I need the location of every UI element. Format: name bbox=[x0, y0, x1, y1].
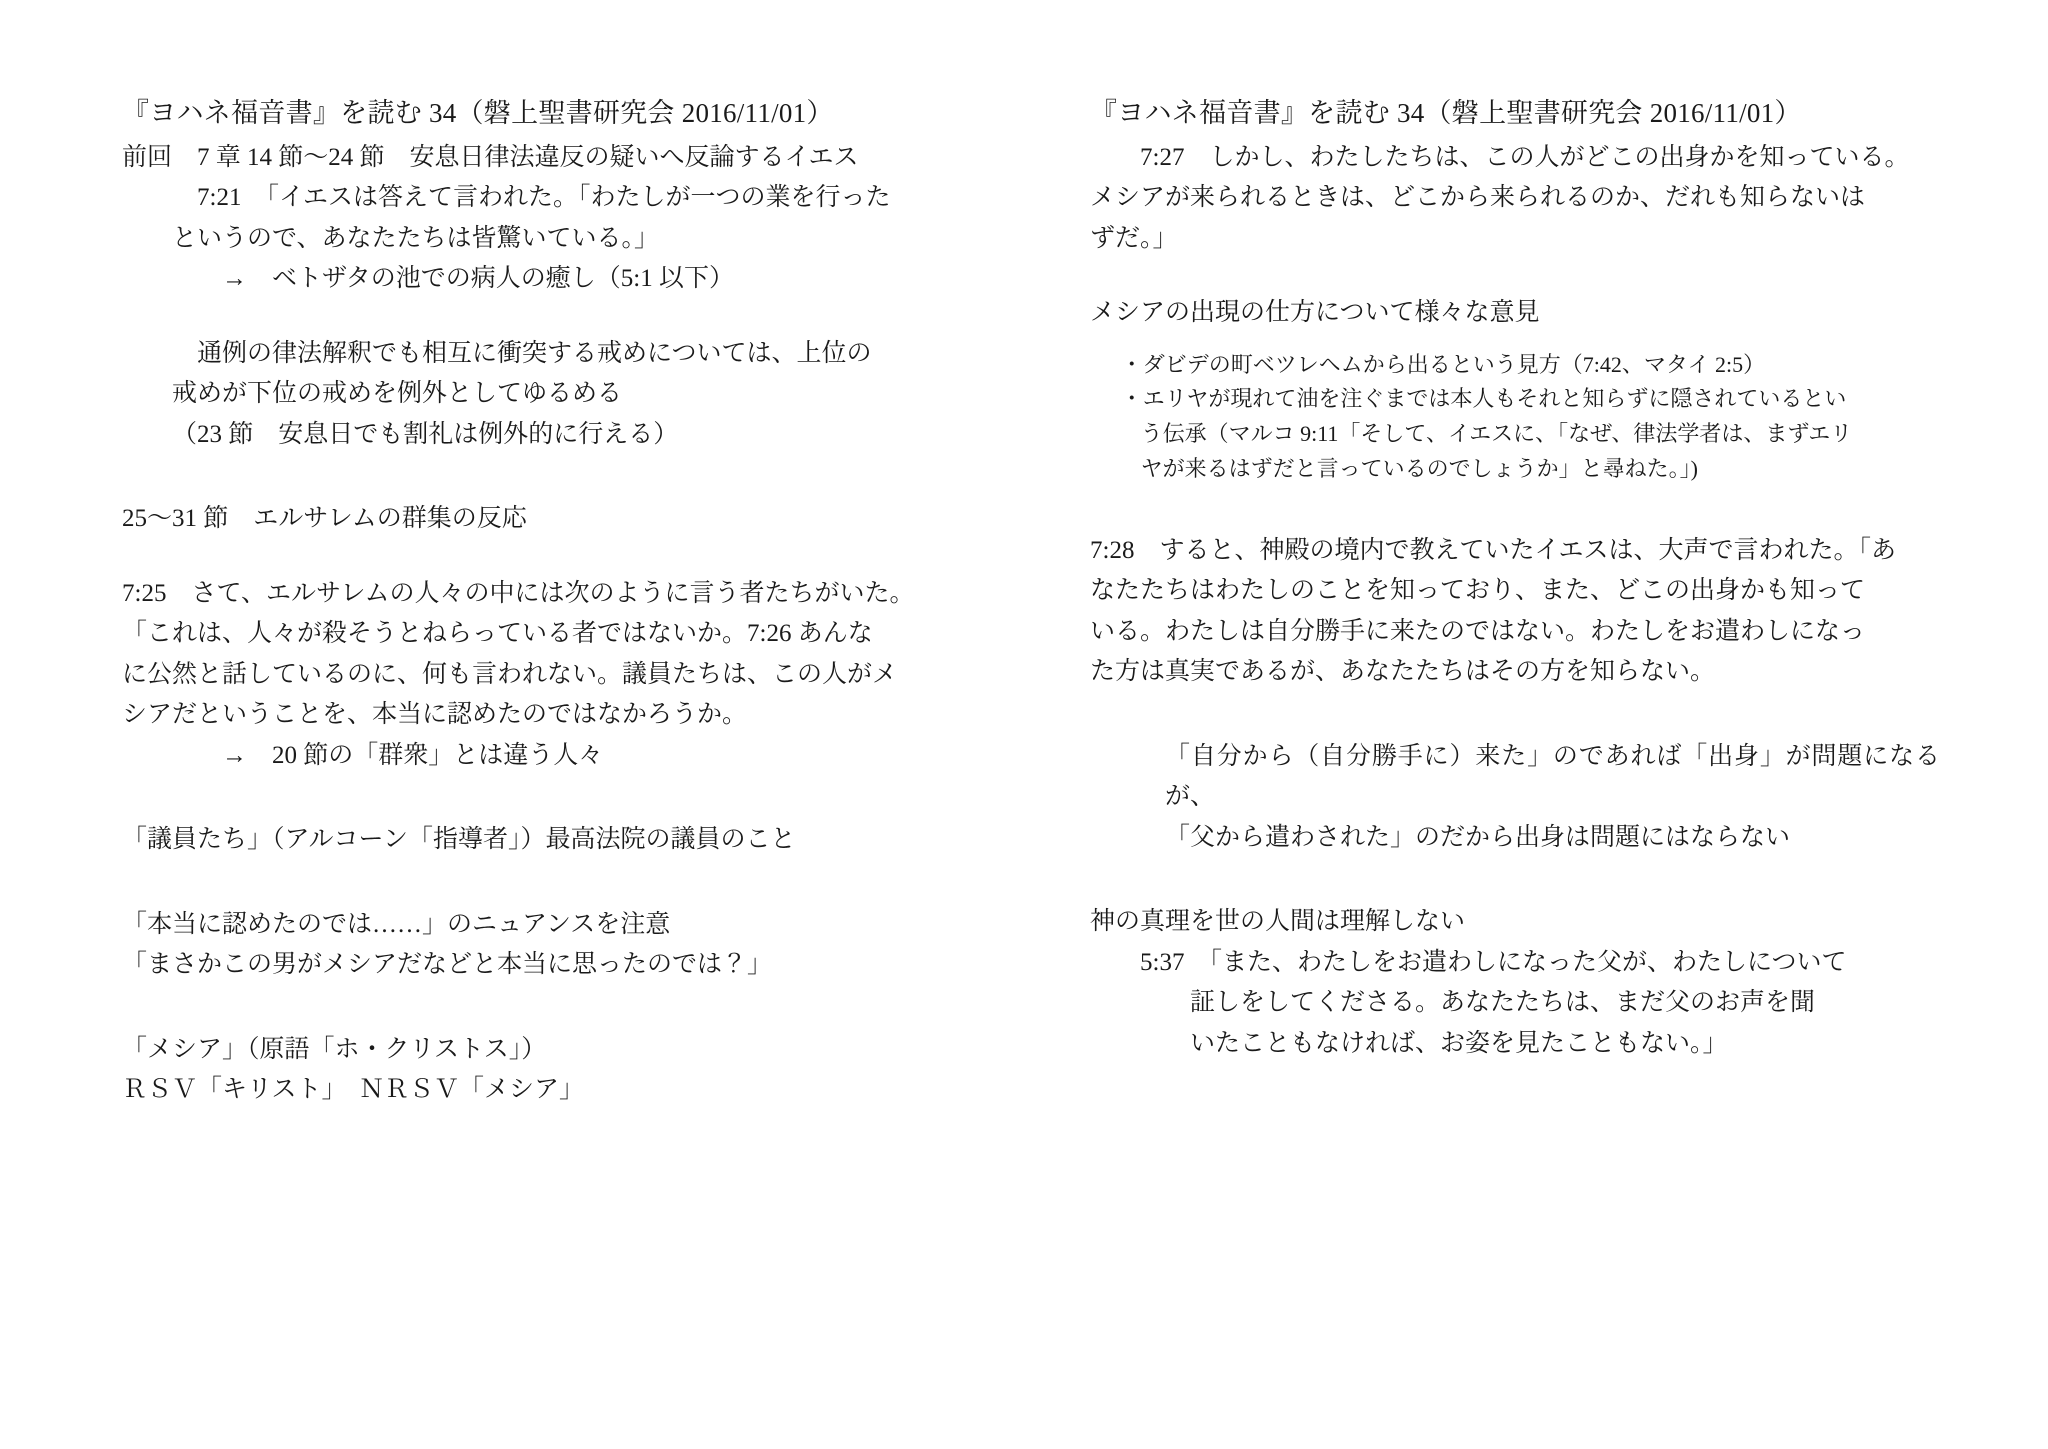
note-nuance-line-1: 「本当に認めたのでは……」のニュアンスを注意 bbox=[122, 910, 671, 938]
left-column bbox=[60, 92, 1000, 1409]
verse-7-25-line-3: に公然と話しているのに、何も言われない。議員たちは、この人がメ bbox=[122, 660, 898, 688]
note-giin: 「議員たち」（アルコーン「指導者」）最高法院の議員のこと bbox=[122, 826, 796, 854]
page-title-right: 『ヨハネ福音書』を読む 34（磐上聖書研究会 2016/11/01） bbox=[1090, 98, 1802, 128]
verse-7-21-line-2: というので、あなたたちは皆驚いている。」 bbox=[172, 224, 660, 252]
verse-7-27-line-2: メシアが来られるときは、どこから来られるのか、だれも知らないは bbox=[1090, 184, 1866, 212]
spacer bbox=[122, 455, 980, 499]
verse-7-27-line-1: 7:27 しかし、わたしたちは、この人がどこの出身かを知っている。 bbox=[1140, 143, 1910, 171]
page-title-left: 『ヨハネ福音書』を読む 34（磐上聖書研究会 2016/11/01） bbox=[122, 98, 834, 128]
verse-7-28-line-2: なたたちはわたしのことを知っており、また、どこの出身かも知って bbox=[1090, 577, 1866, 605]
verse-5-37-line-3: いたこともなければ、お姿を見たこともない。」 bbox=[1190, 1029, 1728, 1057]
opinion-item-2-line-3: ヤが来るはずだと言っているのでしょうか」と尋ねた。」) bbox=[1140, 455, 1698, 481]
arrow-crowd-note: → 20 節の「群衆」とは違う人々 bbox=[222, 741, 604, 769]
section-heading-25-31: 25〜31 節 エルサレムの群集の反応 bbox=[122, 505, 527, 533]
verse-7-28-line-1: 7:28 すると、神殿の境内で教えていたイエスは、大声で言われた。「あ bbox=[1090, 536, 1896, 564]
verse-7-28-line-3: いる。わたしは自分勝手に来たのではない。わたしをお遣わしになっ bbox=[1090, 617, 1866, 645]
opinion-item-2-line-1: ・エリヤが現れて油を注ぐまでは本人もそれと知らずに隠されているとい bbox=[1120, 386, 1847, 412]
spacer bbox=[122, 986, 980, 1030]
spacer bbox=[1090, 487, 1940, 531]
verse-7-25-line-4: シアだということを、本当に認めたのではなかろうか。 bbox=[122, 701, 748, 729]
opinion-item-2-line-2: う伝承（マルコ 9:11「そして、イエスに、「なぜ、律法学者は、まずエリ bbox=[1140, 421, 1853, 447]
note-nuance-line-2: 「まさかこの男がメシアだなどと本当に思ったのでは？」 bbox=[122, 951, 773, 979]
verse-7-21-line-1: 7:21 「イエスは答えて言われた。「わたしが一つの業を行った bbox=[197, 184, 891, 212]
spacer bbox=[1090, 693, 1940, 737]
truth-heading: 神の真理を世の人間は理解しない bbox=[1090, 908, 1466, 936]
rule-note-line-2: 戒めが下位の戒めを例外としてゆるめる bbox=[172, 380, 623, 408]
spacer bbox=[1090, 334, 1940, 348]
note-messiah-line-1: 「メシア」（原語「ホ・クリストス」） bbox=[122, 1035, 547, 1063]
opinion-item-1: ・ダビデの町ベツレヘムから出るという見方（7:42、マタイ 2:5） bbox=[1120, 351, 1766, 377]
verse-7-25-line-1: 7:25 さて、エルサレムの人々の中には次のように言う者たちがいた。 bbox=[122, 579, 915, 607]
rule-note-line-3: （23 節 安息日でも割礼は例外的に行える） bbox=[172, 420, 679, 448]
spacer bbox=[122, 540, 980, 574]
verse-5-37-line-2: 証しをしてくださる。あなたたちは、まだ父のお声を聞 bbox=[1190, 989, 1816, 1017]
right-column bbox=[1000, 92, 1960, 1409]
opinions-heading: メシアの出現の仕方について様々な意見 bbox=[1090, 299, 1540, 327]
spacer bbox=[122, 300, 980, 334]
comment-line-1: 「自分から（自分勝手に）来た」のであれば「出身」が問題になるが、 bbox=[1165, 742, 1940, 811]
review-heading: 前回 7 章 14 節〜24 節 安息日律法違反の疑いへ反論するイエス bbox=[122, 143, 859, 171]
spacer bbox=[122, 861, 980, 905]
note-messiah-line-2: ＲＳＶ「キリスト」 ＮＲＳＶ「メシア」 bbox=[122, 1076, 585, 1104]
verse-7-28-line-4: た方は真実であるが、あなたたちはその方を知らない。 bbox=[1090, 658, 1716, 686]
verse-5-37-line-1: 5:37 「また、わたしをお遣わしになった父が、わたしについて bbox=[1140, 948, 1847, 976]
rule-note-line-1: 通例の律法解釈でも相互に衝突する戒めについては、上位の bbox=[197, 339, 872, 367]
arrow-betzatha-note: → ベトザタの池での病人の癒し（5:1 以下） bbox=[222, 265, 734, 293]
spacer bbox=[1090, 858, 1940, 902]
verse-7-27-line-3: ずだ。」 bbox=[1090, 224, 1178, 252]
spacer bbox=[1090, 259, 1940, 293]
spacer bbox=[122, 776, 980, 820]
verse-7-25-line-2: 「これは、人々が殺そうとねらっている者ではないか。7:26 あんな bbox=[122, 620, 873, 648]
comment-line-2: 「父から遣わされた」のだから出身は問題にはならない bbox=[1165, 823, 1791, 851]
